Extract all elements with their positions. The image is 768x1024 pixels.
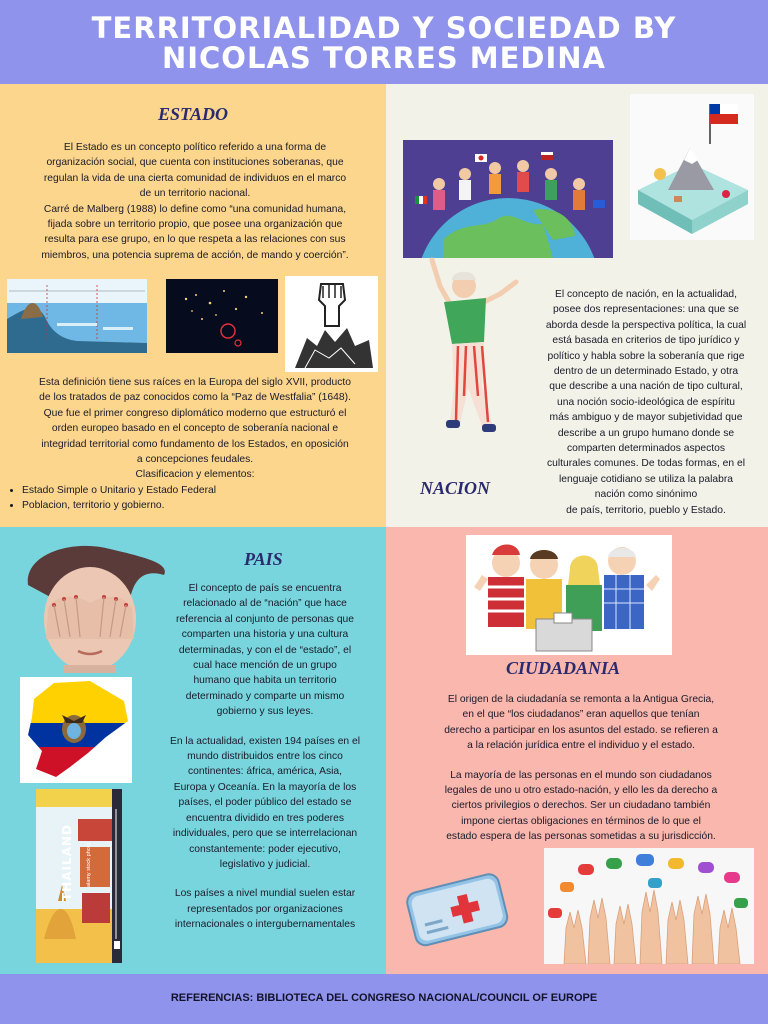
references-text: REFERENCIAS: BIBLIOTECA DEL CONGRESO NACIONAL/COUNCIL OF EUROPE: [170, 992, 598, 1004]
pais-heading: PAIS: [244, 549, 283, 569]
estado-heading: ESTADO: [157, 104, 229, 124]
raised-hands-icon: [544, 848, 754, 964]
pais-paragraphs: El concepto de país se encuentra relacionado al de “nación” que hace referencia al conjunto de personas que comparten una historia y una cultura determinadas, y con el de “estado”, el cual hace mención de un grupo humano que habita un territorio determinado y comparte un mismo gobierno y sus leyes. En la actualidad, existen 194 países en el mundo distribuidos entre los cinco continentes: áfrica, américa, Asia, Europa y Oceanía. En la mayoría de los países, el poder público del estado se encuentra dividido en tres poderes individuales, pero que se interrelacionan constantemente: poder ejecutivo, legislativo y judicial. Los países a nivel mundial suelen estar representados por organizaciones internacionales o intergubernamentales: [169, 583, 361, 931]
list-item: • Poblacion, territorio y gobierno.: [22, 498, 374, 513]
dancing-person-icon: [412, 256, 522, 456]
voting-people-icon: [466, 535, 672, 655]
health-card-icon: [400, 867, 512, 951]
ciudadania-heading: CIUDADANIA: [506, 658, 621, 678]
world-children-icon: [403, 140, 613, 258]
chile-flag-map-icon: [630, 94, 754, 240]
thailand-label: THAILAND: [60, 824, 74, 901]
ciudadania-section: [386, 527, 768, 974]
estado-paragraph-2: Esta definición tiene sus raíces en la Europa del siglo XVII, producto de los tratados de paz conocidos como la “Paz de Westfalia” (1648). Que fue el primer congreso diplomático moderno que estructuró el orden europeo basado en el concepto de soberanía nacional e integridad territorial como fundamento de los Estados, en oposición a concepciones feudales. Clasificacion y elementos:: [39, 377, 351, 481]
header-banner: [0, 0, 768, 84]
nacion-section: [386, 84, 768, 527]
stock-photo-label: alamy stock photo: [86, 842, 92, 887]
ecuador-map-icon: [20, 677, 132, 783]
estado-section: [0, 84, 386, 527]
ciudadania-paragraphs: El origen de la ciudadanía se remonta a la Antigua Grecia, en el que “los ciudadanos” eran aquellos que tenían derecho a participar en los asuntos del estado. se refieren a a la relación jurídica entre el individuo y el estado. La mayoría de las personas en el mundo son ciudadanos legales de uno u otro estado-nación, y ello les da derecho a ciertos privilegios o derechos. Ser un ciudadano también impone ciertas obligaciones en términos de lo que el estado espera de las personas sometidas a su jurisdicción.: [444, 694, 718, 843]
nacion-heading: NACION: [420, 478, 491, 498]
page-title-line-2: NICOLAS TORRES MEDINA: [161, 41, 607, 75]
covered-eyes-icon: [14, 539, 170, 673]
thailand-poster-icon: [36, 789, 122, 963]
pais-section: [0, 527, 386, 974]
raised-fist-icon: [285, 276, 378, 372]
footer-banner: [0, 974, 768, 1024]
estado-paragraph-1: El Estado es un concepto político referido a una forma de organización social, que cuenta con instituciones soberanas, que regulan la vida de una cierta comunidad de individuos en el marco de un territorio nacional. Carré de Malberg (1988) lo define como “una comunidad humana, fijada sobre un territorio propio, que posee una organización que resulta para ese grupo, en lo que respeta a las relaciones con sus miembros, una potencia suprema de acción, de mando y coerción”.: [41, 142, 349, 261]
page-title-line-1: TERRITORIALIDAD Y SOCIEDAD BY: [91, 11, 677, 45]
map-diagram-icon: [7, 279, 147, 353]
night-earth-icon: [166, 279, 278, 353]
nacion-paragraph: El concepto de nación, en la actualidad, posee dos representaciones: una que se aborda desde la perspectiva política, la cual está basada en criterios de tipo jurídico y político y habla sobre la soberanía que rige dentro de un determinado Estado, y otra que describe a una nación de tipo cultural, una noción socio-ideológica de espíritu más ambiguo y de mayor subjetividad que describe a un grupo humano donde se comparten determinados aspectos culturales comunes. De todas formas, en el lenguaje cotidiano se utiliza la palabra nación como sinónimo de país, territorio, pueblo y Estado.: [545, 289, 747, 516]
estado-bullet-list: [4, 483, 374, 514]
list-item: • Estado Simple o Unitario y Estado Federal: [22, 483, 374, 498]
